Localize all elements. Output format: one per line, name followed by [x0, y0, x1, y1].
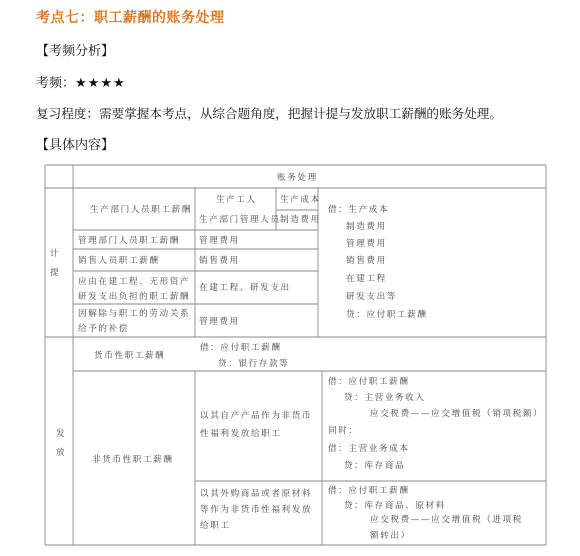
accrual-entry-credit: 贷：应付职工薪酬 — [346, 310, 428, 320]
construction-rd-cell: 在建工程、研发支出 — [199, 283, 291, 293]
monetary-label: 货币性职工薪酬 — [94, 351, 166, 361]
own-products-entry-revenue: 贷：主营业务收入 — [344, 393, 426, 403]
capitalized-label-line2: 研发支出负担的职工薪酬 — [78, 292, 191, 302]
own-products-line1: 以其自产产品作为非货币 — [200, 411, 313, 421]
own-products-entry-debit: 借：应付职工薪酬 — [328, 377, 410, 387]
admin-staff-label: 管理部门人员职工薪酬 — [78, 236, 180, 246]
accrual-label-top: 计 — [50, 249, 61, 259]
purchased-entry-vat-line2: 额转出） — [370, 531, 411, 541]
frequency-stars: ★★★★ — [75, 76, 126, 91]
own-products-entry-simultaneous: 同时： — [328, 426, 359, 436]
own-products-line2: 性福利发放给职工 — [200, 429, 282, 439]
payment-label-bottom: 放 — [56, 448, 67, 458]
termination-expense-cell: 管理费用 — [199, 317, 240, 327]
accrual-entry-rd: 研发支出等 — [346, 292, 397, 302]
accrual-entry-selling: 销售费用 — [346, 256, 387, 266]
table-header: 账务处理 — [277, 173, 318, 183]
production-worker-cell: 生产工人 — [216, 195, 257, 205]
admin-expense-cell: 管理费用 — [199, 236, 240, 246]
production-staff-label: 生产部门人员职工薪酬 — [90, 205, 192, 215]
production-cost-cell: 生产成本 — [280, 195, 321, 205]
analysis-label: 【考频分析】 — [36, 44, 115, 59]
purchased-line2: 等作为非货币性福利发放 — [200, 505, 313, 515]
accrual-entry-admin: 管理费用 — [346, 239, 387, 249]
purchased-entry-credit: 贷：库存商品、原材料 — [344, 501, 446, 511]
payment-label-top: 发 — [56, 429, 67, 439]
purchased-line3: 给职工 — [200, 521, 231, 531]
selling-expense-cell: 销售费用 — [199, 256, 240, 266]
content-label: 【具体内容】 — [36, 138, 115, 153]
section-heading: 考点七：职工薪酬的账务处理 — [36, 10, 225, 26]
own-products-entry-vat: 应交税费——应交增值税（销项税额） — [370, 409, 544, 419]
production-manager-cell: 生产部门管理人员 — [199, 215, 281, 225]
termination-label-line1: 因解除与职工的劳动关系 — [78, 309, 191, 319]
accrual-entry-overhead: 制造费用 — [346, 222, 387, 232]
accrual-entry-debit: 借：生产成本 — [328, 205, 390, 215]
purchased-entry-vat-line1: 应交税费——应交增值税（进项税 — [370, 515, 523, 525]
monetary-entry-debit: 借：应付职工薪酬 — [200, 343, 282, 353]
own-products-entry-cost-debit: 借：主营业务成本 — [328, 444, 410, 454]
purchased-line1: 以其外购商品或者原材料 — [200, 489, 313, 499]
manufacturing-overhead-cell: 制造费用 — [280, 215, 321, 225]
frequency-label: 考频： — [36, 76, 76, 91]
termination-label-line2: 给予的补偿 — [78, 324, 129, 334]
monetary-entry-credit: 贷：银行存款等 — [218, 359, 290, 369]
accrual-entry-construction: 在建工程 — [346, 274, 387, 284]
purchased-entry-debit: 借：应付职工薪酬 — [328, 486, 410, 496]
review-text: 复习程度：需要掌握本考点，从综合题角度，把握计提与发放职工薪酬的账务处理。 — [36, 106, 502, 121]
capitalized-label-line1: 应由在建工程、无形资产 — [78, 277, 191, 287]
sales-staff-label: 销售人员职工薪酬 — [78, 256, 160, 266]
accrual-label-bottom: 提 — [50, 268, 61, 278]
nonmonetary-label: 非货币性职工薪酬 — [92, 455, 174, 465]
own-products-entry-inventory-credit: 贷：库存商品 — [344, 461, 406, 471]
